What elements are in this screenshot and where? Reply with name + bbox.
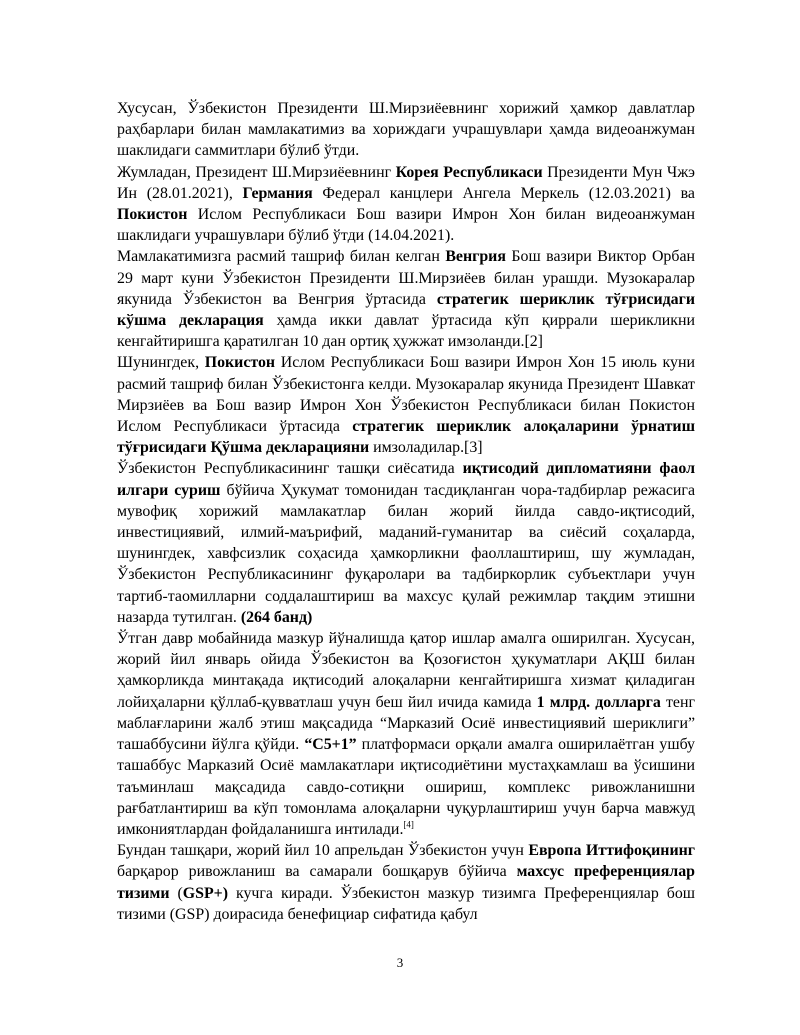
bold-text: стратегик шериклик алоқаларини ўрнатиш тўғрисидаги Қўшма декларацияни — [117, 418, 695, 457]
document-body — [117, 98, 695, 925]
body-text: имзоладилар.[3] — [369, 439, 483, 457]
body-text: ҳамда икки давлат ўртасида кўп қиррали шерикликни кенгайтиришга қаратилган 10 дан ортиқ ҳужжат имзоланди.[2] — [117, 312, 696, 351]
body-text: Президенти Мун Чжэ Ин (28.01.2021), — [117, 163, 695, 202]
body-text: Жумладан, Президент Ш.Мирзиёевнинг — [117, 163, 396, 181]
footnote-ref: [4] — [403, 819, 414, 830]
body-text: Хусусан, Ўзбекистон Президенти Ш.Мирзиёевнинг хорижий ҳамкор давлатлар раҳбарлари билан мамлакатимиз ва хориждаги учрашувлари ҳамда видеоанжуман шаклидаги саммитлари бўлиб ўтди. — [117, 100, 695, 160]
body-text: Бундан ташқари, жорий йил 10 апрельдан Ўзбекистон учун — [117, 842, 529, 860]
body-text: Ўзбекистон Республикасининг ташқи сиёсатида — [117, 460, 463, 478]
bold-text: Германия — [242, 184, 313, 202]
body-text: Ислом Республикаси Бош вазири Имрон Хон 15 июль куни расмий ташриф билан Ўзбекистонга келди. Музокаралар якунида Президент Шавкат Мирзиёев ва Бош вазир Имрон Хон Ўзбекистон Республикаси билан Покистон Ислом Республикаси ўртасида — [117, 354, 695, 436]
paragraph-5 — [117, 458, 695, 628]
bold-text: (264 банд) — [240, 608, 313, 626]
body-text: Федерал канцлери Ангела Меркель (12.03.2021) ва — [312, 184, 695, 202]
body-text: ( — [169, 884, 183, 902]
bold-text: Покистон — [204, 354, 276, 372]
paragraph-2 — [117, 162, 695, 247]
bold-text: GSP+) — [182, 884, 229, 902]
bold-text: махсус преференциялар тизими — [117, 863, 695, 902]
bold-text: Корея Республикаси — [395, 163, 543, 181]
page-number: 3 — [396, 955, 404, 970]
paragraph-1 — [117, 98, 695, 162]
paragraph-4 — [117, 352, 695, 458]
bold-text: иқтисодий дипломатияни фаол илгари суриш — [117, 460, 695, 499]
bold-text: Венгрия — [445, 248, 506, 266]
body-text: Мамлакатимизга расмий ташриф билан келган — [117, 248, 446, 266]
body-text: Бош вазири Виктор Орбан 29 март куни Ўзбекистон Президенти Ш.Мирзиёев билан урашди. Музокаралар якунида Ўзбекистон ва Венгрия ўртасида — [117, 248, 696, 308]
body-text: Шунингдек, — [117, 354, 205, 372]
body-text: платформаси орқали амалга оширилаётган ушбу ташаббус Марказий Осиё мамлакатлари иқтисодиётини мустаҳкамлаш ва ўсишини таъминлаш мақсадида савдо-сотиқни ошириш, комплекс ривожланишни рағбатлантириш ва кўп томонлама алоқаларни чуқурлаштириш учун барча мавжуд имкониятлардан фойдаланишга интилади. — [117, 736, 695, 838]
body-text: тенг маблағларини жалб этиш мақсадида “Марказий Осиё инвестициявий шериклиги” ташаббусини йўлга қўйди. — [117, 693, 695, 754]
paragraph-7 — [117, 840, 695, 925]
body-text: бўйича Ҳукумат томонидан тасдиқланган чора-тадбирлар режасига мувофиқ хорижий мамлакатлар билан жорий йилда савдо-иқтисодий, инвестициявий, илмий-маърифий, маданий-гуманитар ва сиёсий соҳаларда, шунингдек, хавфсизлик соҳасида ҳамкорликни фаоллаштириш, шу жумладан, Ўзбекистон Республикасининг фуқаролари ва тадбиркорлик субъектлари учун тартиб-таомилларни соддалаштириш ва махсус қулай режимлар тақдим этишни назарда тутилган. — [117, 481, 695, 626]
bold-text: стратегик шериклик тўғрисидаги кўшма декларация — [117, 290, 696, 330]
bold-text: Покистон — [117, 206, 188, 224]
paragraph-3 — [117, 246, 695, 352]
body-text: барқарор ривожланиш ва самарали бошқарув бўйича — [117, 863, 517, 881]
paragraph-6 — [117, 628, 695, 840]
bold-text: Европа Иттифоқининг — [528, 842, 695, 860]
bold-text: 1 млрд. долларга — [536, 693, 661, 711]
body-text: Ислом Республикаси Бош вазири Имрон Хон билан видеоанжуман шаклидаги учрашувлари бўлиб ўтди (14.04.2021). — [117, 206, 695, 245]
body-text: Ўтган давр мобайнида мазкур йўналишда қатор ишлар амалга оширилган. Хусусан, жорий йил январь ойида Ўзбекистон ва Қозоғистон ҳукуматлари АҚШ билан ҳамкорликда минтақада иқтисодий алоқаларни кенгайтиришга хизмат қиладиган лойиҳаларни қўллаб-қувватлаш учун беш йил ичида камида — [117, 630, 695, 711]
body-text: кучга киради. Ўзбекистон мазкур тизимга Преференциялар бош тизими (GSP) доирасида бенефициар сифатида қабул — [117, 884, 695, 923]
bold-text: “C5+1” — [304, 736, 357, 754]
